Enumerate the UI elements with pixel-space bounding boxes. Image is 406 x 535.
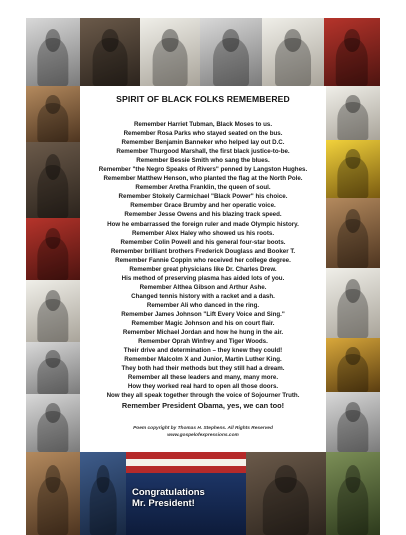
portrait-photo: [326, 452, 380, 535]
poem-panel: [80, 86, 326, 452]
poem-line: Remember Althea Gibson and Arthur Ashe.: [139, 283, 267, 291]
poem-line: Remember all these leaders and many, many more.: [127, 374, 279, 382]
banner-line-2: Mr. President!: [132, 498, 195, 509]
portrait-photo: [26, 452, 80, 535]
poem-line: Remember great physicians like Dr. Charles Drew.: [129, 265, 277, 273]
poem-line: They both had their methods but they still had a dream.: [121, 365, 285, 373]
poem-line: Remember James Johnson "Lift Every Voice and Sing.": [121, 310, 285, 318]
basketball-photo: [326, 140, 380, 198]
website-link[interactable]: www.gospelofexpressions.com: [167, 432, 239, 438]
banner-caption: [132, 487, 205, 509]
poem-line: Changed tennis history with a racket and a dash.: [131, 292, 275, 300]
poem-line: Remember Oprah Winfrey and Tiger Woods.: [138, 338, 268, 346]
portrait-photo: [326, 268, 380, 338]
copyright-notice: Poem copyright by Thomas H. Stephens. All Rights Reserved: [133, 426, 273, 431]
poem-line: His method of preserving plasma has aided lots of you.: [121, 274, 285, 282]
poem-line: Remember Michael Jordan and how he hung in the air.: [122, 329, 284, 337]
poem-line: Remember Magic Johnson and his on court flair.: [131, 320, 275, 328]
poem-line: Now they all speak together through the voice of Sojourner Truth.: [106, 392, 300, 400]
poem-line: Remember Jesse Owens and his blazing track speed.: [124, 211, 282, 219]
portrait-photo: [26, 342, 80, 394]
poem-closing-line: Remember President Obama, yes, we can too!: [121, 401, 285, 411]
poem-credit: [80, 426, 326, 439]
portrait-photo: [26, 142, 80, 218]
portrait-photo: [326, 338, 380, 392]
portrait-photo: [26, 394, 80, 452]
poem-line: Remember Colin Powell and his general four-star boots.: [120, 238, 286, 246]
congratulations-banner: [126, 473, 246, 535]
poem-line: Remember Malcolm X and Junior, Martin Luther King.: [124, 356, 282, 364]
poem-line: Remember Ali who danced in the ring.: [146, 301, 260, 309]
poem-line: Remember Grace Brumby and her operatic voice.: [130, 202, 276, 210]
poem-lines: [80, 120, 326, 411]
poem-title: SPIRIT OF BLACK FOLKS REMEMBERED: [116, 94, 290, 104]
portrait-photo: [80, 18, 140, 86]
poem-line: Remember Thurgood Marshall, the first black justice-to-be.: [116, 148, 290, 156]
portrait-photo: [26, 18, 80, 86]
portrait-photo: [246, 452, 326, 535]
boxer-photo: [324, 18, 380, 86]
portrait-photo: [326, 198, 380, 268]
poem-line: How they worked real hard to open all those doors.: [127, 383, 279, 391]
portrait-photo: [80, 452, 126, 535]
poem-line: Remember Bessie Smith who sang the blues.: [136, 157, 270, 165]
poem-line: Remember Fannie Coppin who received her college degree.: [115, 256, 291, 264]
poem-line: How he embarrassed the foreign ruler and made Olympic history.: [107, 220, 299, 228]
poem-line: Remember Alex Haley who showed us his roots.: [131, 229, 275, 237]
poem-line: Their drive and determination – they knew they could!: [123, 347, 283, 355]
poem-line: Remember Harriet Tubman, Black Moses to us.: [133, 121, 273, 128]
banner-line-1: Congratulations: [132, 487, 205, 498]
portrait-photo: [326, 86, 380, 140]
portrait-photo: [200, 18, 262, 86]
poem-line: Remember Stokely Carmichael "Black Power" his choice.: [118, 193, 288, 201]
portrait-photo: [140, 18, 200, 86]
athlete-photo: [262, 18, 324, 86]
flag-photo: [126, 452, 246, 473]
poem-line: Remember Matthew Henson, who planted the flag at the North Pole.: [103, 175, 303, 183]
portrait-photo: [26, 86, 80, 142]
poem-line: Remember Benjamin Banneker who helped lay out D.C.: [121, 139, 285, 147]
poem-line: Remember "the Negro Speaks of Rivers" penned by Langston Hughes.: [98, 166, 308, 174]
portrait-photo: [26, 280, 80, 342]
poem-line: Remember Aretha Franklin, the queen of soul.: [135, 184, 271, 192]
portrait-photo: [26, 218, 80, 280]
poem-line: Remember Rosa Parks who stayed seated on the bus.: [123, 130, 283, 138]
portrait-photo: [326, 392, 380, 452]
poem-line: Remember brilliant brothers Frederick Douglass and Booker T.: [110, 247, 296, 255]
